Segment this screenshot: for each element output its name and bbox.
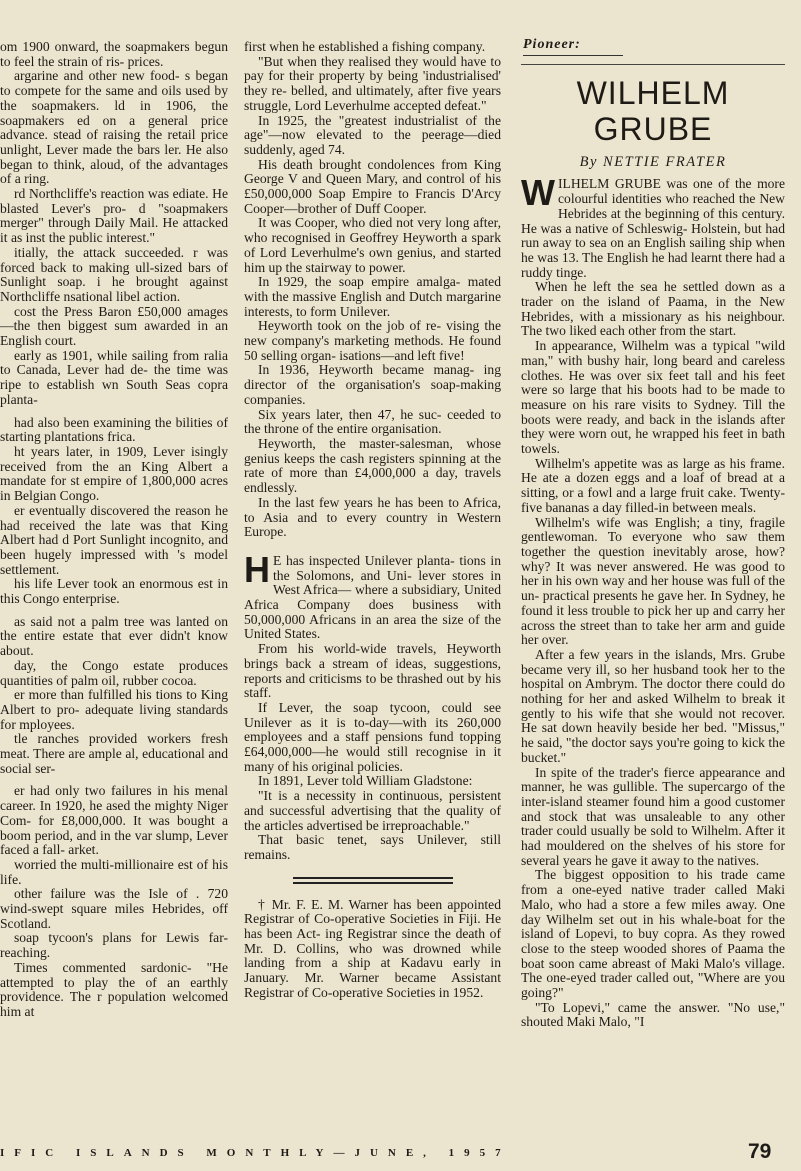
paragraph: In 1929, the soap empire amalga- mated with the massive English and Dutch margarine interests, to form Unilever.	[244, 274, 501, 319]
paragraph: In 1891, Lever told William Gladstone:	[258, 773, 473, 789]
paragraph: In the last few years he has been to Africa, to Asia and to every country in Western Europe.	[244, 494, 501, 540]
paragraph: When he left the sea he settled down as a trader on the island of Paama, in the New Hebrides, with a missionary as his neighbour. The two liked each other from the start.	[521, 279, 785, 339]
running-title: IFIC ISLANDS MONTHLY—JUNE, 1957	[0, 1147, 511, 1159]
paragraph: After a few years in the islands, Mrs. Grube became very ill, so her husband took her to the hospital on Ambrym. The doctor there could do nothing for her and asked Wilhelm to break it gently to his wife that she would not recover. He sat down heavily beside her bed. "Missus," he said, "the doctor says you're going to kick the bucket."	[521, 646, 785, 765]
article-header	[521, 64, 785, 147]
news-note: † Mr. F. E. M. Warner has been appointed Registrar of Co-operative Societies in Fiji. He has been Act- ing Registrar since the death of Mr. D. Collins, who was drowned while landing from a ship at Kadavu early in January. Mr. Warner became Assistant Registrar of Co-operative Societies in 1952.	[244, 896, 501, 1000]
paragraph: That basic tenet, says Unilever, still remains.	[244, 832, 501, 862]
paragraph-text: E has inspected Unilever planta- tions in the Solomons, and Uni- lever stores in West Africa— where a subsidiary, United Africa Company does business with 50,000,000 Africans in an area the size of the United States.	[244, 552, 501, 642]
paragraph: If Lever, the soap tycoon, could see Unilever as it is to-day—with its 260,000 employees and a staff pensions fund topping £64,000,000—he would still recognise in it many of his original policies.	[244, 699, 501, 774]
paragraph: Wilhelm's wife was English; a tiny, fragile gentlewoman. To everyone who saw them together the question inevitably arose, how? why? It was never answered. He was good to her in his own way and her house was full of the un- practical presents he gave her. In Sydney, he found it less trouble to pick her up and carry her across the street than to take her arm and guide her over.	[521, 514, 785, 648]
paragraph: His death brought condolences from King George V and Queen Mary, and control of his £50,000,000 Soap Empire to Francis D'Arcy Cooper—brother of Duff Cooper.	[244, 156, 501, 216]
paragraph: first when he established a fishing company.	[244, 40, 486, 54]
paragraph: Heyworth took on the job of re- vising the new company's marketing methods. He found 50 selling organ- isations—and left five!	[244, 318, 501, 363]
left-column	[0, 40, 228, 1125]
paragraph: er more than fulfilled his tions to King Albert to pro- adequate living standards for mployees.	[0, 687, 228, 732]
dropcap-paragraph	[244, 548, 501, 642]
paragraph: had also been examining the bilities of starting plantations frica.	[0, 414, 228, 445]
section-divider	[293, 877, 453, 884]
paragraph: In 1936, Heyworth became manag- ing director of the organisation's soap-making companies.	[244, 362, 501, 407]
dropcap-paragraph	[521, 172, 785, 280]
paragraph: argarine and other new food- s began to compete for the same and oils used by the soapmakers. ld in 1906, the soapmakers ed on a general price advance. stead of raising the retail price unlight, Lever made the bars ler. He also began to think, aloud, of the advantages of a ring.	[0, 68, 228, 187]
paragraph: Wilhelm's appetite was as large as his frame. He ate a dozen eggs and a loaf of bread at a sitting, or a fowl and a large fruit cake. Twenty-five bananas a day filled-in between meals.	[521, 455, 785, 515]
page-number: 79	[748, 1140, 772, 1163]
paragraph: "To Lopevi," came the answer. "No use," shouted Maki Malo, "I	[521, 999, 785, 1030]
paragraph: early as 1901, while sailing from ralia to Canada, Lever had de- the time was ripe to establish wn South Seas copra planta-	[0, 347, 228, 407]
drop-cap: H	[244, 548, 270, 590]
paragraph: his life Lever took an enormous est in this Congo enterprise.	[0, 576, 228, 607]
paragraph: "It is a necessity in continuous, persistent and successful advertising that the quality of the articles advertised be irreproachable."	[244, 788, 501, 833]
paragraph-text: ILHELM GRUBE was one of the more colourful identities who reached the New Hebrides at the beginning of this century. He was a native of Schleswig- Holstein, but had run away to sea on an English sailing ship when he was 13. The English he had learnt there had a ruddy tinge.	[521, 176, 785, 280]
paragraph: itially, the attack succeeded. r was forced back to making ull-sized bars of Sunlight soap. i he brought against Northcliffe nsational libel action.	[0, 244, 228, 304]
paragraph: Heyworth, the master-salesman, whose genius keeps the cash registers spinning at the rate of more than £4,000,000 a day, travels endlessly.	[244, 435, 501, 496]
paragraph: soap tycoon's plans for Lewis far-reaching.	[0, 930, 228, 961]
paragraph: In spite of the trader's fierce appearance and manner, he was gullible. The supercargo of the inter-island steamer found him a good customer and stock that was unsaleable to any other trader could usually be sold to Wilhelm. After it had mouldered on the shelves of his store for several years he gave it away to the natives.	[521, 764, 785, 868]
paragraph: rd Northcliffe's reaction was ediate. He blasted Lever's pro- d "soapmakers merger" through Daily Mail. He attacked it as inst the public interest."	[0, 186, 228, 246]
paragraph: cost the Press Baron £50,000 amages—the then biggest sum awarded in an English court.	[0, 303, 228, 349]
paragraph: as said not a palm tree was lanted on the entire estate that ever didn't know about.	[0, 613, 228, 659]
section-tag	[523, 38, 785, 56]
middle-column	[244, 40, 501, 1125]
paragraph: ht years later, in 1909, Lever isingly received from the an King Albert a mandate for st empire of 1,800,000 acres in Belgian Congo.	[0, 443, 228, 504]
paragraph: The biggest opposition to his trade came from a one-eyed native trader called Maki Malo, who had a store a few miles away. One day Wilhelm set out in his whale-boat for the island of Lopevi, to buy copra. As they rowed close to the steep wooded shores of Paama the boat soon came abreast of Maki Malo's village. The one-eyed trader called out, "Where are you going?"	[521, 867, 785, 1001]
paragraph: er eventually discovered the reason he had received the late was that King Albert had d Port Sunlight incognito, and been hugely impressed with 's model settlement.	[0, 502, 228, 577]
paragraph: Times commented sardonic- "He attempted to play the of an earthly providence. The r population welcomed him at	[0, 959, 228, 1019]
paragraph: In appearance, Wilhelm was a typical "wild man," with bushy hair, long beard and careless clothes. He was over six feet tall and his feet were so large that his boots had to be made to measure on his rare visits to Sydney. Till the boots were ready, and back in the islands after they were worn out, he wrapped his feet in bath towels.	[521, 338, 785, 457]
paragraph: It was Cooper, who died not very long after, who recognised in Geoffrey Heyworth a spark of Lord Leverhulme's own genius, and started him up the stairway to power.	[244, 215, 501, 275]
paragraph: In 1925, the "greatest industrialist of the age"—now elevated to the peerage—died suddenly, aged 74.	[244, 112, 501, 157]
page-footer	[0, 1138, 801, 1171]
section-label: Pioneer:	[523, 38, 581, 52]
paragraph: om 1900 onward, the soapmakers begun to feel the strain of ris- prices.	[0, 40, 228, 69]
drop-cap: W	[521, 172, 555, 214]
paragraph: other failure was the Isle of . 720 wind-swept square miles Hebrides, off Scotland.	[0, 886, 228, 931]
right-column	[521, 38, 785, 1125]
article-byline: By NETTIE FRATER	[579, 153, 727, 170]
paragraph: From his world-wide travels, Heyworth brings back a stream of ideas, suggestions, reports and criticisms to be thrashed out by his staff.	[244, 641, 501, 701]
paragraph: er had only two failures in his menal career. In 1920, he ased the mighty Niger Com- for £8,000,000. It was bought a boom period, and in the var slump, Lever faced a fall- arket.	[0, 783, 228, 858]
paragraph: "But when they realised they would have to pay for their property by being 'industrialised' they re- belled, and ultimately, after five years struggle, Lord Leverhulme accepted defeat."	[244, 53, 501, 113]
paragraph: worried the multi-millionaire est of his life.	[0, 856, 228, 887]
paragraph: tle ranches provided workers fresh meat. There are ample al, educational and social ser-	[0, 731, 228, 776]
article-title: WILHELM GRUBE	[576, 74, 730, 147]
paragraph: Six years later, then 47, he suc- ceeded to the throne of the entire organisation.	[244, 406, 501, 437]
paragraph: day, the Congo estate produces quantities of palm oil, rubber cocoa.	[0, 657, 228, 688]
section-underline	[523, 55, 623, 56]
